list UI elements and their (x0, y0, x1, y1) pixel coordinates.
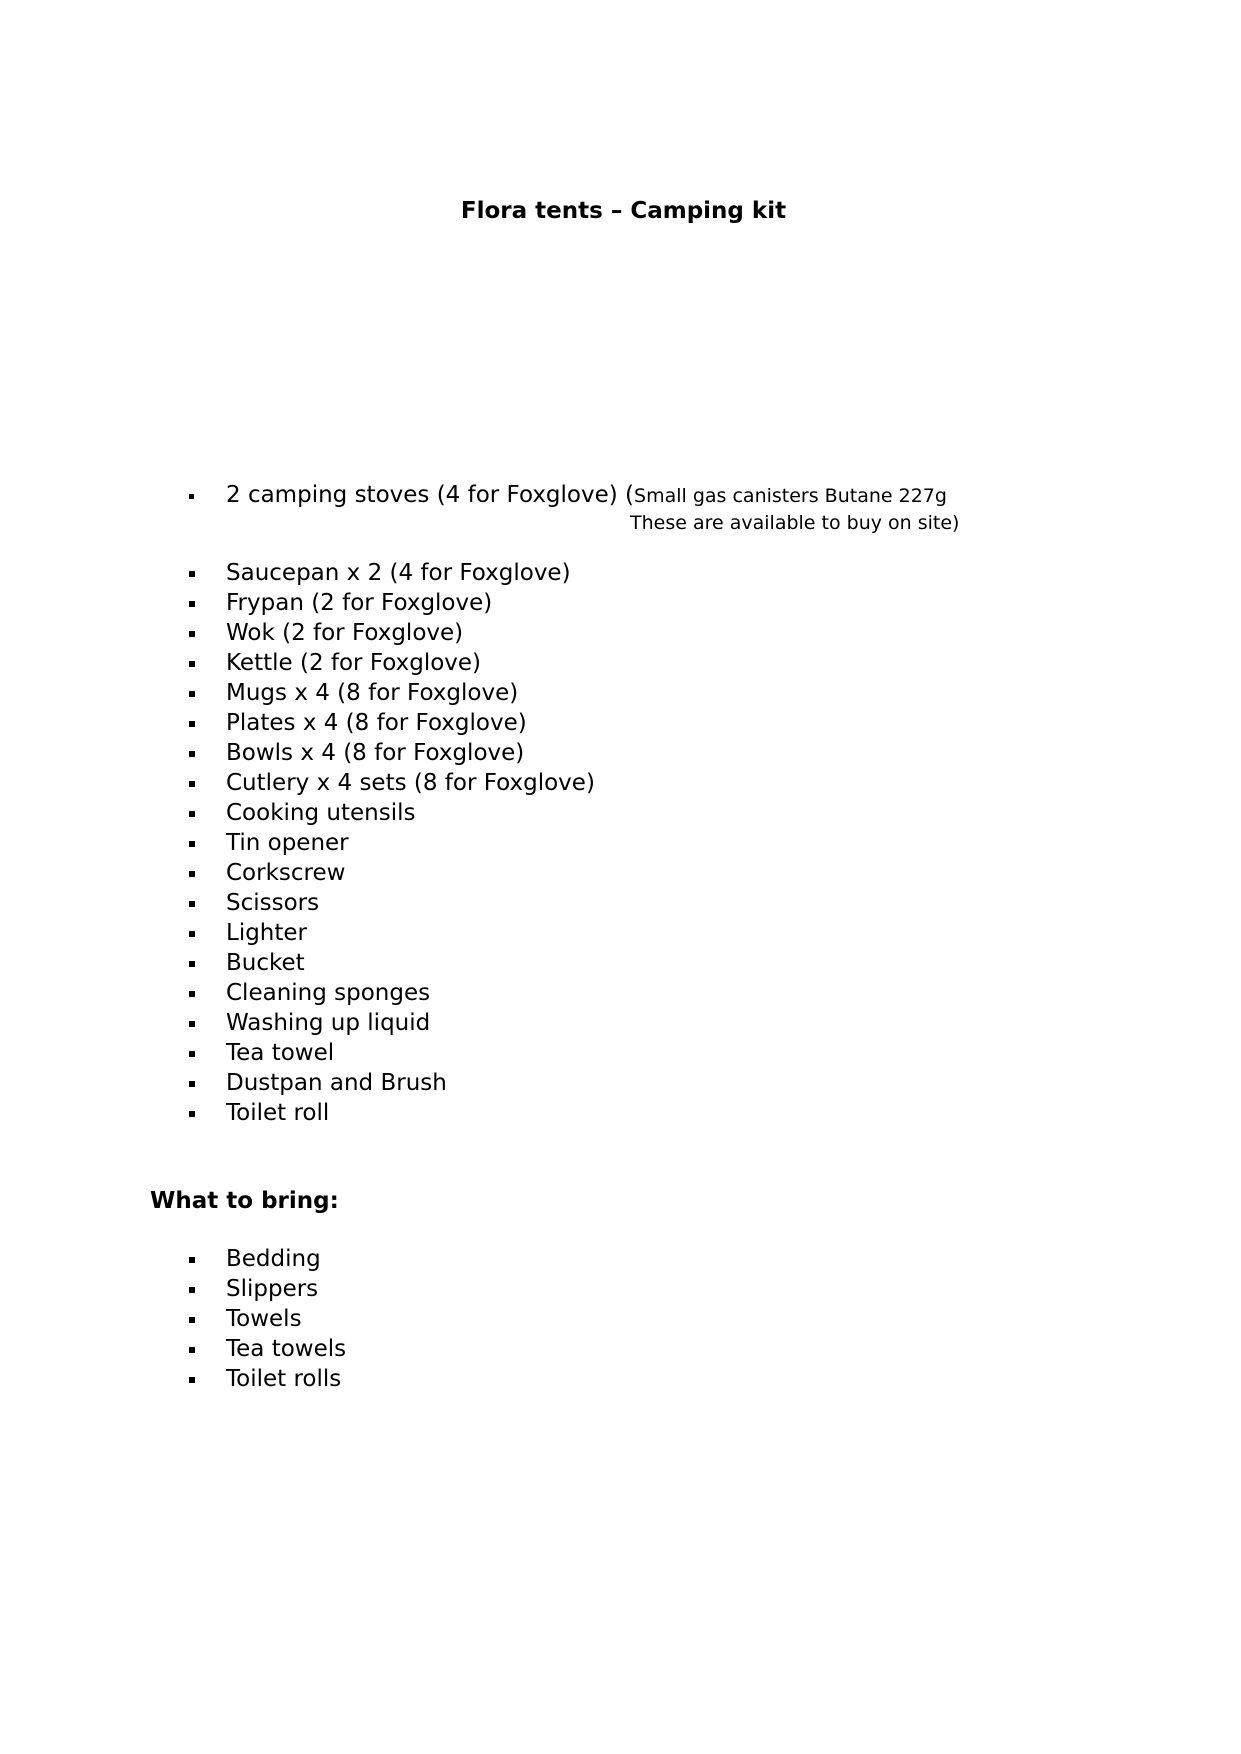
list-item-label: Kettle (2 for Foxglove) (226, 650, 482, 676)
list-item-label: Corkscrew (226, 860, 346, 886)
camping-stoves-label: 2 camping stoves (4 for Foxglove) (226, 482, 618, 508)
list-item-label: Wok (2 for Foxglove) (226, 620, 464, 646)
list-item-label: Bowls x 4 (8 for Foxglove) (226, 740, 525, 766)
list-item-label: Scissors (226, 890, 320, 916)
list-item-label: Plates x 4 (8 for Foxglove) (226, 710, 527, 736)
camping-stoves-text (226, 480, 947, 511)
gas-canister-note-line2: These are available to buy on site) (630, 512, 960, 534)
list-item-label: Saucepan x 2 (4 for Foxglove) (226, 560, 571, 586)
list-item-label: Mugs x 4 (8 for Foxglove) (226, 680, 519, 706)
list-item-label: Washing up liquid (226, 1010, 431, 1036)
list-item-label: Tin opener (226, 830, 349, 856)
what-to-bring-heading: What to bring: (150, 1188, 339, 1214)
list-item-label: Lighter (226, 920, 308, 946)
document-title (0, 196, 1241, 226)
list-item-label: Towels (226, 1306, 302, 1332)
list-item-label: Tea towel (226, 1040, 335, 1066)
list-item-label: Toilet roll (226, 1100, 330, 1126)
list-item-label: Bedding (226, 1246, 321, 1272)
list-item-label: Dustpan and Brush (226, 1070, 447, 1096)
list-item-label: Tea towels (226, 1336, 347, 1362)
list-item-label: Slippers (226, 1276, 319, 1302)
list-item-label: Bucket (226, 950, 305, 976)
list-item-label: Frypan (2 for Foxglove) (226, 590, 493, 616)
list-item-label: Toilet rolls (226, 1366, 342, 1392)
gas-canister-note-line1: Small gas canisters Butane 227g (634, 485, 947, 507)
document-title-text: Flora tents – Camping kit (460, 198, 787, 224)
list-item-label: Cleaning sponges (226, 980, 431, 1006)
list-item-label: Cooking utensils (226, 800, 416, 826)
list-item-label: Cutlery x 4 sets (8 for Foxglove) (226, 770, 595, 796)
note-open-paren: ( (625, 482, 635, 508)
